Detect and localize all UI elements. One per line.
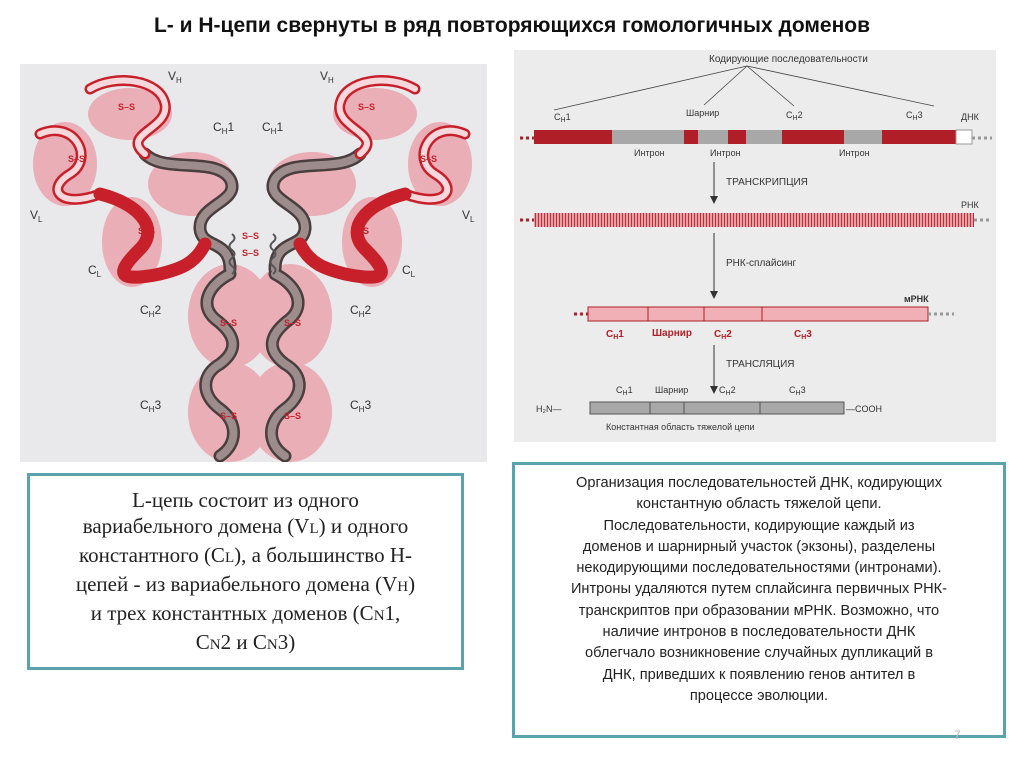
dna-hinge-label: Шарнир bbox=[686, 108, 720, 118]
cl-label-left: $C_L$ bbox=[88, 263, 102, 279]
protein-ch3-label: $C_H3$ bbox=[789, 385, 806, 397]
disulfide-label: S–S bbox=[118, 102, 136, 112]
dna-ch1-label: $C_H1$ bbox=[554, 112, 571, 124]
caption-line: Последовательности, кодирующие каждый из bbox=[603, 517, 915, 534]
rna-bar bbox=[520, 213, 992, 227]
ch3-label-left: $C_H3$ bbox=[140, 398, 162, 414]
ch3-label-right: $C_H3$ bbox=[350, 398, 372, 414]
splicing-label: РНК-сплайсинг bbox=[726, 258, 797, 269]
disulfide-label: S–S bbox=[242, 248, 260, 258]
mrna-label: мРНК bbox=[904, 294, 929, 304]
disulfide-label: S–S bbox=[284, 411, 302, 421]
vl-label-left: $V_L$ bbox=[30, 208, 43, 224]
caption-line: константную область тяжелой цепи. bbox=[636, 496, 882, 513]
text-line: CN2 и CN3) bbox=[195, 630, 296, 654]
text-line: и трех константных доменов (CN1, bbox=[90, 601, 401, 625]
caption-line: транскриптов при образовании мРНК. Возможно, что bbox=[578, 602, 940, 619]
dna-ch3-label: $C_H3$ bbox=[906, 110, 923, 122]
ch1-label-right: $C_H1$ bbox=[262, 120, 284, 136]
disulfide-label: S–S bbox=[220, 318, 238, 328]
caption-line: доменов и шарнирный участок (экзоны), разделены bbox=[582, 538, 936, 555]
page-number: 7 bbox=[954, 728, 961, 742]
caption-line: ДНК, приведших к появлению генов антител в bbox=[602, 666, 916, 683]
disulfide-label: S–S bbox=[138, 226, 156, 236]
ch1-label-left: $C_H1$ bbox=[213, 120, 235, 136]
protein-bar bbox=[590, 402, 844, 414]
mrna-hinge-label: Шарнир bbox=[652, 328, 693, 339]
coding-sequences-header: Кодирующие последовательности bbox=[709, 54, 868, 65]
disulfide-label: S–S bbox=[284, 318, 302, 328]
caption-line: процессе эволюции. bbox=[689, 687, 829, 704]
disulfide-label: S–S bbox=[220, 411, 238, 421]
disulfide-label: S–S bbox=[68, 154, 86, 164]
protein-ch2-label: $C_H2$ bbox=[719, 385, 736, 397]
caption-line: некодирующими последовательностями (интронами). bbox=[576, 560, 942, 577]
cl-label-right: $C_L$ bbox=[402, 263, 416, 279]
antibody-structure-illustration bbox=[20, 64, 487, 462]
text-line: константного (CL), а большинство H- bbox=[79, 543, 412, 567]
constant-region-label: Константная область тяжелой цепи bbox=[606, 422, 755, 432]
dna-ch2-label: $C_H2$ bbox=[786, 110, 803, 122]
mrna-ch1-label: $C_H1$ bbox=[606, 329, 624, 341]
intron-label: Интрон bbox=[634, 148, 665, 158]
text-line: цепей - из вариабельного домена (VH) bbox=[75, 572, 416, 596]
disulfide-label: S–S bbox=[420, 154, 438, 164]
mrna-bar bbox=[574, 307, 954, 321]
disulfide-label: S–S bbox=[358, 102, 376, 112]
c-terminus-label: —COOH bbox=[846, 404, 882, 414]
vh-label-right: $V_H$ bbox=[320, 69, 334, 85]
vl-label-right: $V_L$ bbox=[462, 208, 475, 224]
disulfide-label: S–S bbox=[242, 231, 260, 241]
caption-line: облегчало возникновение случайных дупликаций в bbox=[585, 645, 933, 662]
text-line: вариабельного домена (VL) и одного bbox=[82, 514, 409, 538]
vh-label-left: $V_H$ bbox=[168, 69, 182, 85]
gene-organization-caption bbox=[512, 462, 1006, 738]
caption-line: наличие интронов в последовательности ДНК bbox=[602, 624, 916, 641]
gene-organization-diagram bbox=[514, 50, 996, 442]
rna-label: РНК bbox=[961, 200, 979, 210]
caption-line: Организация последовательностей ДНК, кодирующих bbox=[576, 475, 942, 491]
mrna-ch2-label: $C_H2$ bbox=[714, 329, 732, 341]
transcription-label: ТРАНСКРИПЦИЯ bbox=[726, 177, 808, 188]
text-line: L-цепь состоит из одного bbox=[132, 488, 359, 512]
translation-label: ТРАНСЛЯЦИЯ bbox=[726, 359, 795, 370]
intron-label: Интрон bbox=[839, 148, 870, 158]
dna-label: ДНК bbox=[961, 112, 979, 122]
ch2-label-left: $C_H2$ bbox=[140, 303, 162, 319]
intron-label: Интрон bbox=[710, 148, 741, 158]
mrna-ch3-label: $C_H3$ bbox=[794, 329, 812, 341]
ch2-label-right: $C_H2$ bbox=[350, 303, 372, 319]
caption-line: Интроны удаляются путем сплайсинга первичных РНК- bbox=[570, 581, 948, 598]
light-heavy-chain-description bbox=[27, 473, 464, 670]
protein-hinge-label: Шарнир bbox=[655, 385, 689, 395]
dna-bar bbox=[520, 130, 992, 144]
n-terminus-label: H₂N— bbox=[536, 404, 562, 414]
protein-ch1-label: $C_H1$ bbox=[616, 385, 633, 397]
disulfide-label: S–S bbox=[352, 226, 370, 236]
page-title: L- и H-цепи свернуты в ряд повторяющихся гомологичных доменов bbox=[153, 14, 871, 37]
